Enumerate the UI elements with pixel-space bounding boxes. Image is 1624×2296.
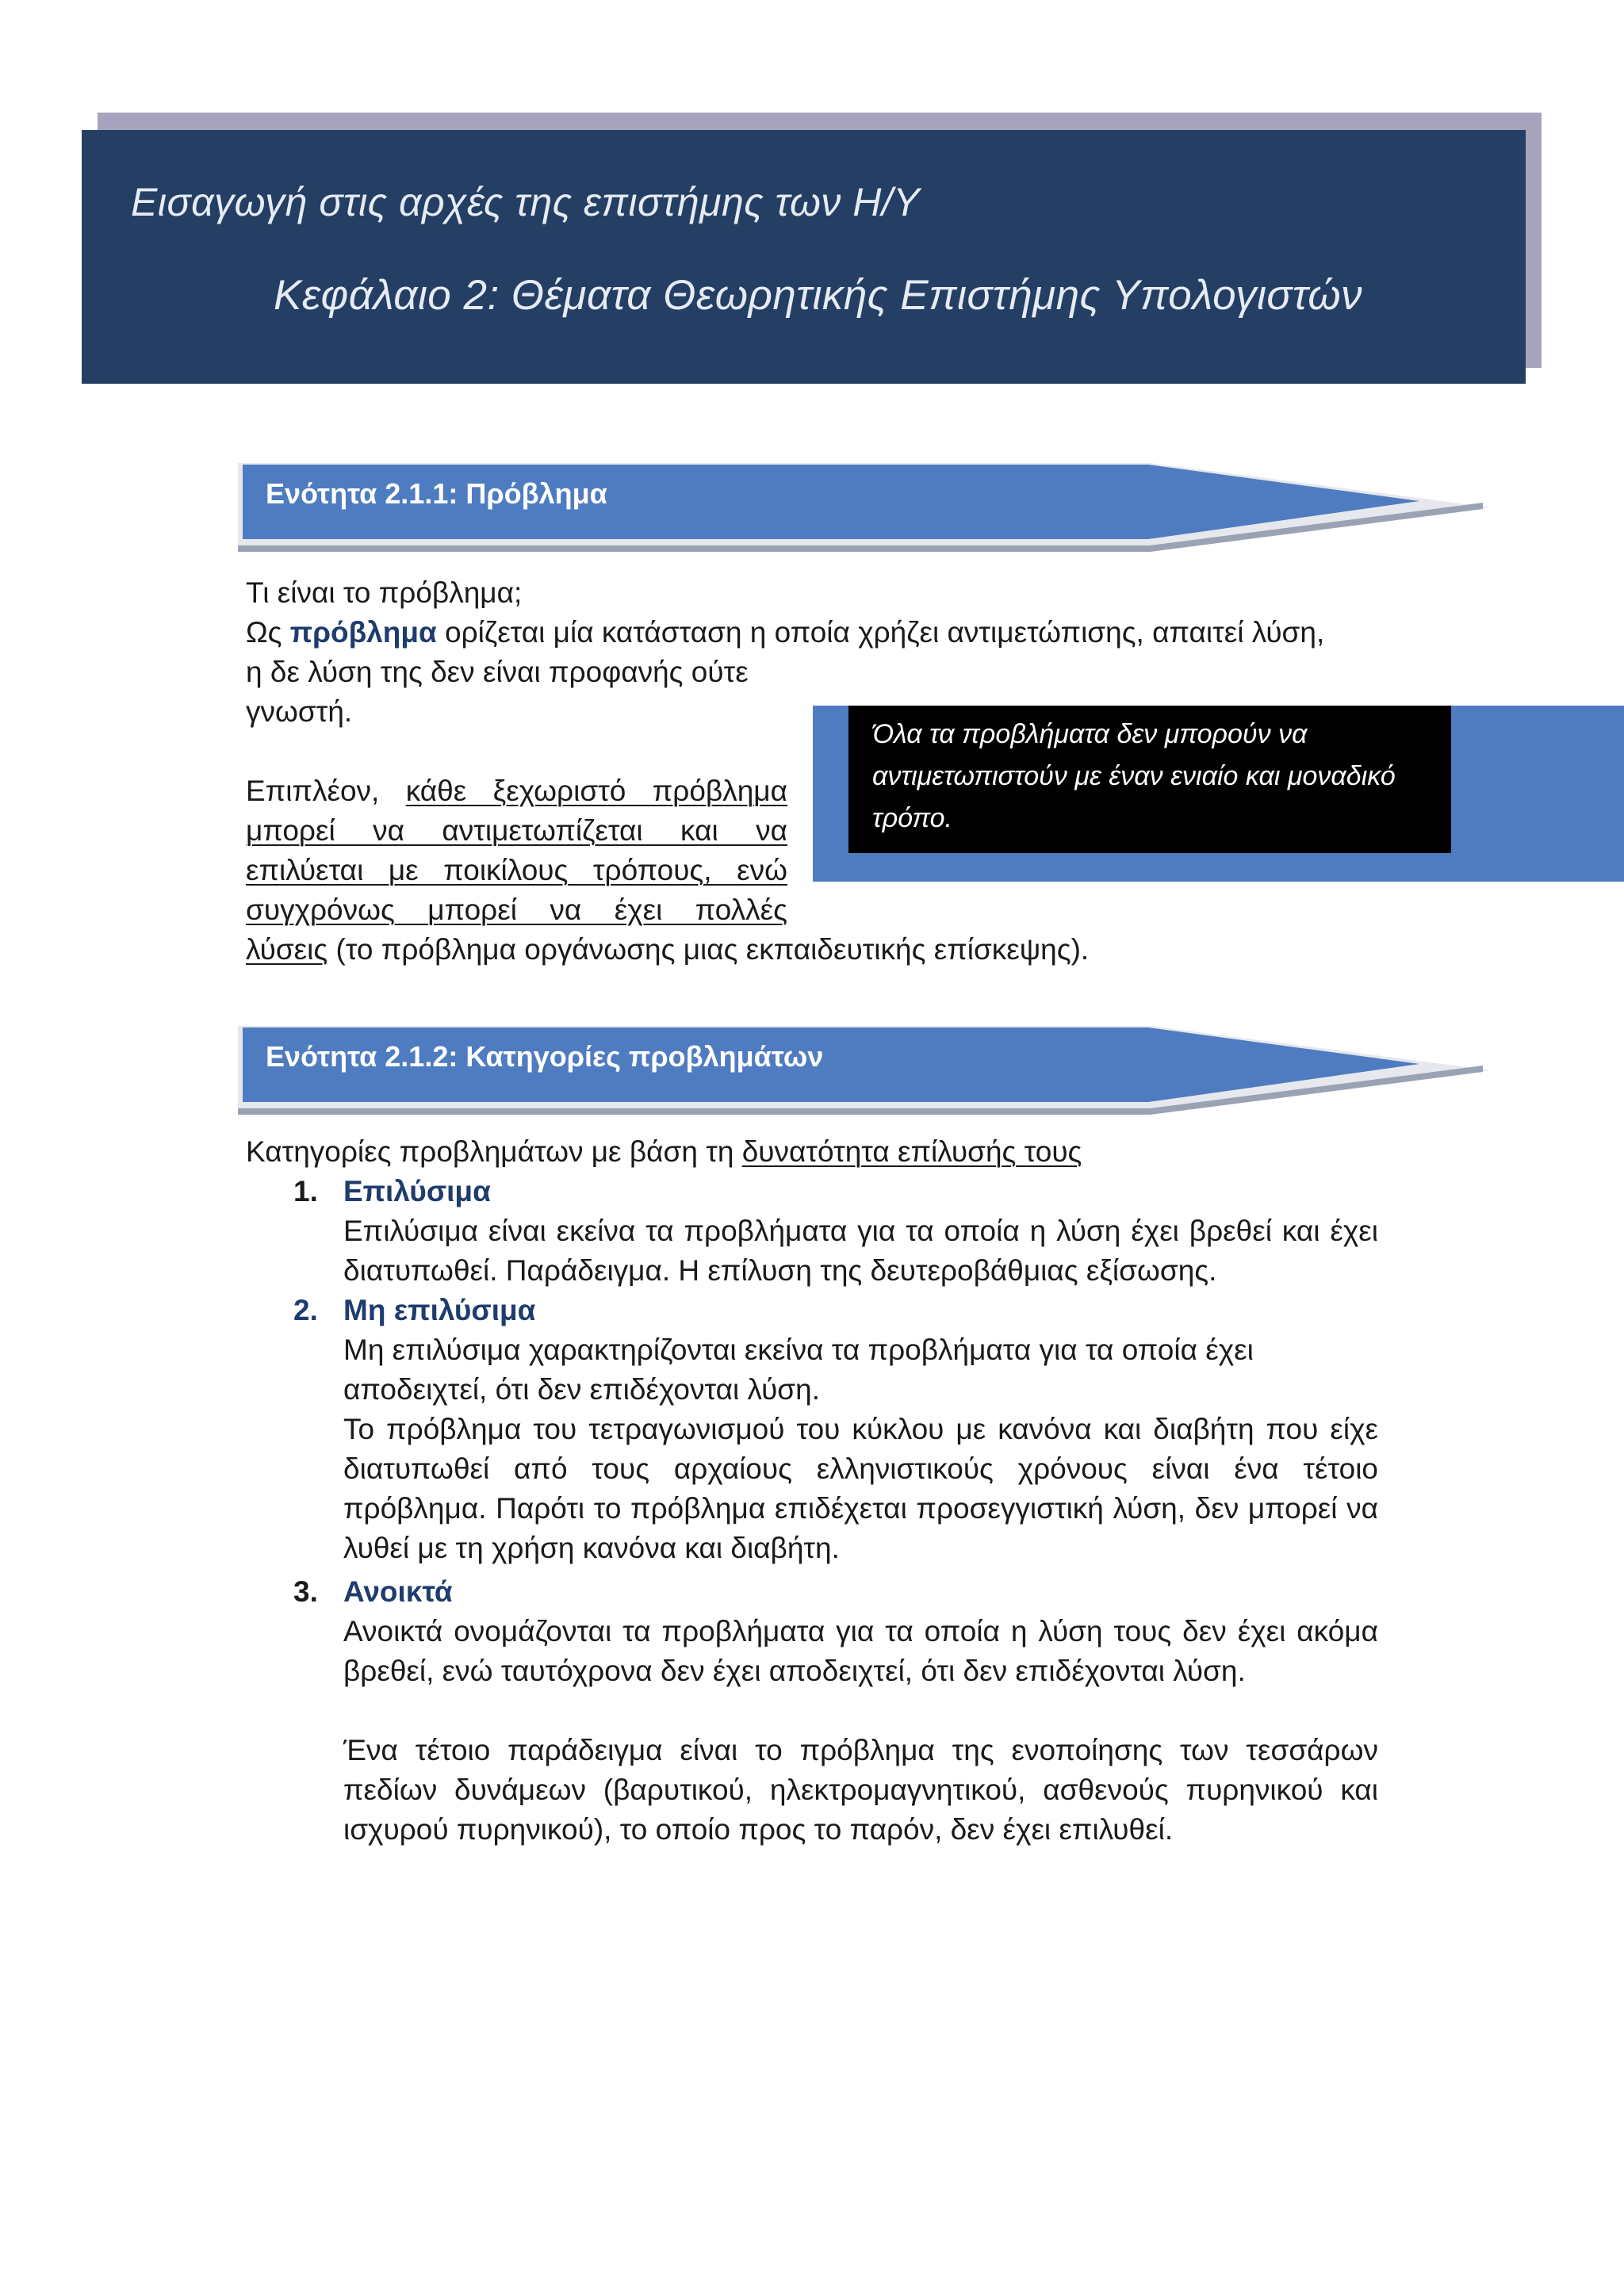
more-rest: (το πρόβλημα οργάνωσης μιας εκπαιδευτικής επίσκεψης). [327, 933, 1090, 966]
list-number-2: 2. [293, 1294, 318, 1326]
definition-line-2: η δε λύση της δεν είναι προφανής ούτε [246, 656, 749, 688]
chapter-title: Κεφάλαιο 2: Θέματα Θεωρητικής Επιστήμης Υπολογιστών [274, 272, 1363, 319]
more-line-4: συγχρόνως μπορεί να έχει πολλές [246, 894, 787, 926]
list-title-open: Ανοικτά [343, 1575, 453, 1608]
section-header-2-1-2 [238, 1023, 1491, 1115]
question-text: Τι είναι το πρόβλημα; [246, 576, 523, 609]
more-line-3: επιλύεται με ποικίλους τρόπους, ενώ [246, 854, 787, 886]
definition-prefix: Ως [246, 616, 290, 649]
more-line-2: μπορεί να αντιμετωπίζεται και να [246, 814, 787, 847]
more-line-1 [246, 771, 787, 811]
list-text-solvable: Επιλύσιμα είναι εκείνα τα προβλήματα για τα οποία η λύση έχει βρεθεί και έχει διατυπωθεί. Παράδειγμα. Η επίλυση της δευτεροβάθμιας εξίσωσης. [343, 1215, 1378, 1287]
more-plain: Επιπλέον, [246, 775, 406, 807]
list-text-open-example: Ένα τέτοιο παράδειγμα είναι το πρόβλημα της ενοποίησης των τεσσάρων πεδίων δυνάμεων (βαρυτικού, ηλεκτρομαγνητικού, ασθενούς πυρηνικού και ισχυρού πυρηνικού), το οποίο προς το παρόν, δεν έχει επιλυθεί. [343, 1734, 1378, 1846]
intro-underlined: δυνατότητα επίλυσής τους [741, 1135, 1082, 1168]
callout-box [848, 706, 1451, 853]
list-number-1: 1. [293, 1175, 318, 1207]
keyword-problem: πρόβλημα [289, 616, 437, 649]
intro-plain: Κατηγορίες προβλημάτων με βάση τη [246, 1135, 742, 1168]
more-line-5 [246, 930, 1089, 970]
list-text-unsolvable: Μη επιλύσιμα χαρακτηρίζονται εκείνα τα προβλήματα για τα οποία έχει αποδειχτεί, ότι δεν επιδέχονται λύση. [343, 1334, 1254, 1406]
section-heading: Ενότητα 2.1.1: Πρόβλημα [266, 477, 607, 510]
definition-rest: ορίζεται μία κατάσταση η οποία χρήζει αντιμετώπισης, απαιτεί λύση, [436, 616, 1325, 649]
list-text-open: Ανοικτά ονομάζονται τα προβλήματα για τα οποία η λύση τους δεν έχει ακόμα βρεθεί, ενώ ταυτόχρονα δεν έχει αποδειχτεί, ότι δεν επιδέχονται λύση. [343, 1615, 1378, 1687]
list-number-3: 3. [293, 1575, 318, 1608]
callout-text: Όλα τα προβλήματα δεν μπορούν να αντιμετωπιστούν με έναν ενιαίο και μοναδικό τρόπο. [872, 719, 1396, 833]
list-text-unsolvable-example: Το πρόβλημα του τετραγωνισμού του κύκλου με κανόνα και διαβήτη που είχε διατυπωθεί από τους αρχαίους ελληνιστικούς χρόνους είναι ένα τέτοιο πρόβλημα. Παρότι το πρόβλημα επιδέχεται προσεγγιστική λύση, δεν μπορεί να λυθεί με τη χρήση κανόνα και διαβήτη. [343, 1413, 1378, 1564]
header-banner [82, 130, 1526, 384]
more-underlined-5: λύσεις [246, 933, 328, 966]
more-underlined-1: κάθε ξεχωριστό πρόβλημα [405, 775, 787, 807]
document-title: Εισαγωγή στις αρχές της επιστήμης των Η/Υ [131, 180, 921, 224]
list-title-solvable: Επιλύσιμα [343, 1175, 491, 1207]
definition-line-1 [246, 613, 1324, 652]
section-heading: Ενότητα 2.1.2: Κατηγορίες προβλημάτων [266, 1040, 824, 1073]
list-title-unsolvable: Μη επιλύσιμα [343, 1294, 536, 1326]
section-header-2-1-1 [238, 460, 1491, 552]
categories-intro [246, 1132, 1082, 1172]
definition-line-3: γνωστή. [246, 695, 353, 728]
